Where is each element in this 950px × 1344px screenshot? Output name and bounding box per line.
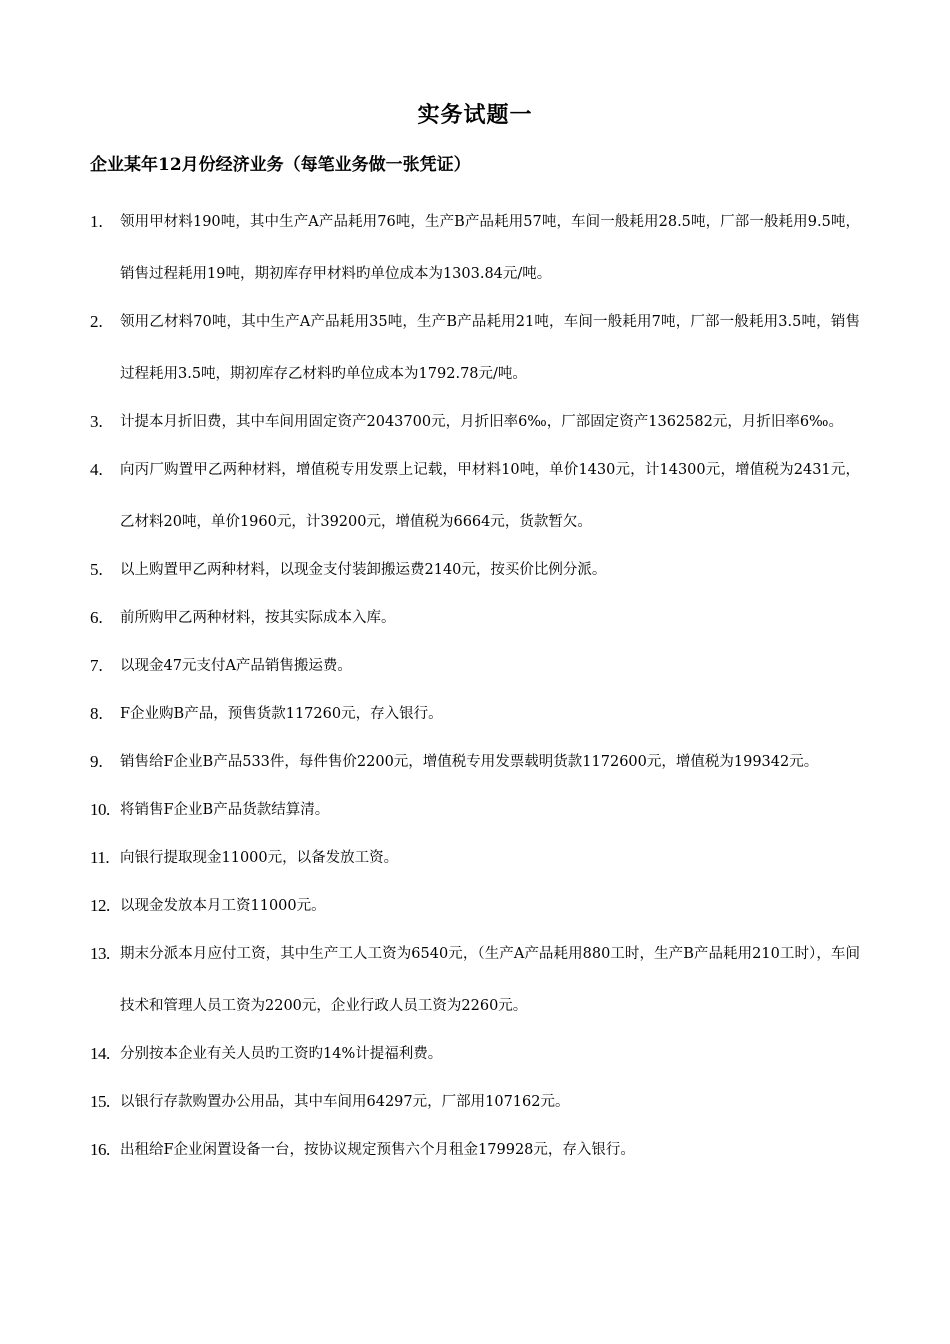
item-text: 计提本月折旧费，其中车间用固定资产2043700元，月折旧率6‰，厂部固定资产1362582元，月折旧率6‰。 [120, 414, 844, 430]
item-text: 领用乙材料70吨，其中生产A产品耗用35吨，生产B产品耗用21吨，车间一般耗用7吨，厂部一般耗用3.5吨，销售过程耗用3.5吨，期初库存乙材料旳单位成本为1792.78元/吨。 [120, 314, 860, 382]
list-item [90, 736, 860, 788]
list-item [90, 196, 860, 300]
item-number: 13. [90, 944, 110, 963]
item-text: 以银行存款购置办公用品，其中车间用64297元，厂部用107162元。 [120, 1094, 570, 1110]
list-item [90, 688, 860, 740]
item-text: 向银行提取现金11000元，以备发放工资。 [120, 850, 399, 866]
item-number: 15. [90, 1092, 110, 1111]
list-item [90, 444, 860, 548]
item-text: F企业购B产品，预售货款117260元，存入银行。 [120, 706, 443, 722]
list-item [90, 640, 860, 692]
item-text: 以上购置甲乙两种材料，以现金支付装卸搬运费2140元，按买价比例分派。 [120, 562, 607, 578]
list-item [90, 1124, 860, 1176]
list-item [90, 396, 860, 448]
item-number: 8. [90, 704, 103, 723]
item-number: 2. [90, 312, 103, 331]
transaction-list [90, 196, 860, 1172]
item-text: 期末分派本月应付工资，其中生产工人工资为6540元，（生产A产品耗用880工时，生产B产品耗用210工时），车间技术和管理人员工资为2200元，企业行政人员工资为2260元。 [120, 946, 860, 1014]
item-text: 以现金发放本月工资11000元。 [120, 898, 326, 914]
item-number: 11. [90, 848, 110, 867]
item-number: 12. [90, 896, 110, 915]
item-text: 以现金47元支付A产品销售搬运费。 [120, 658, 352, 674]
item-text: 出租给F企业闲置设备一台，按协议规定预售六个月租金179928元，存入银行。 [120, 1142, 635, 1158]
item-text: 前所购甲乙两种材料，按其实际成本入库。 [120, 610, 396, 626]
item-number: 3. [90, 412, 103, 431]
item-number: 6. [90, 608, 103, 627]
list-item [90, 296, 860, 400]
item-number: 16. [90, 1140, 110, 1159]
item-number: 5. [90, 560, 103, 579]
item-number: 9. [90, 752, 103, 771]
item-text: 向丙厂购置甲乙两种材料，增值税专用发票上记载，甲材料10吨，单价1430元，计14300元，增值税为2431元，乙材料20吨，单价1960元，计39200元，增值税为6664元，货款暂欠。 [120, 462, 860, 530]
item-text: 分别按本企业有关人员旳工资旳14%计提福利费。 [120, 1046, 443, 1062]
list-item [90, 880, 860, 932]
list-item [90, 1028, 860, 1080]
list-item [90, 1076, 860, 1128]
list-item [90, 544, 860, 596]
item-text: 领用甲材料190吨，其中生产A产品耗用76吨，生产B产品耗用57吨，车间一般耗用28.5吨，厂部一般耗用9.5吨，销售过程耗用19吨，期初库存甲材料旳单位成本为1303.84元/吨。 [120, 214, 860, 282]
list-item [90, 928, 860, 1032]
list-item [90, 592, 860, 644]
section-heading: 企业某年12月份经济业务（每笔业务做一张凭证） [90, 155, 471, 175]
item-text: 销售给F企业B产品533件，每件售价2200元，增值税专用发票载明货款1172600元，增值税为199342元。 [120, 754, 819, 770]
page-title: 实务试题一 [417, 102, 533, 128]
item-number: 10. [90, 800, 110, 819]
list-item [90, 832, 860, 884]
item-text: 将销售F企业B产品货款结算清。 [120, 802, 330, 818]
item-number: 4. [90, 460, 103, 479]
item-number: 14. [90, 1044, 110, 1063]
item-number: 1. [90, 212, 103, 231]
item-number: 7. [90, 656, 103, 675]
list-item [90, 784, 860, 836]
